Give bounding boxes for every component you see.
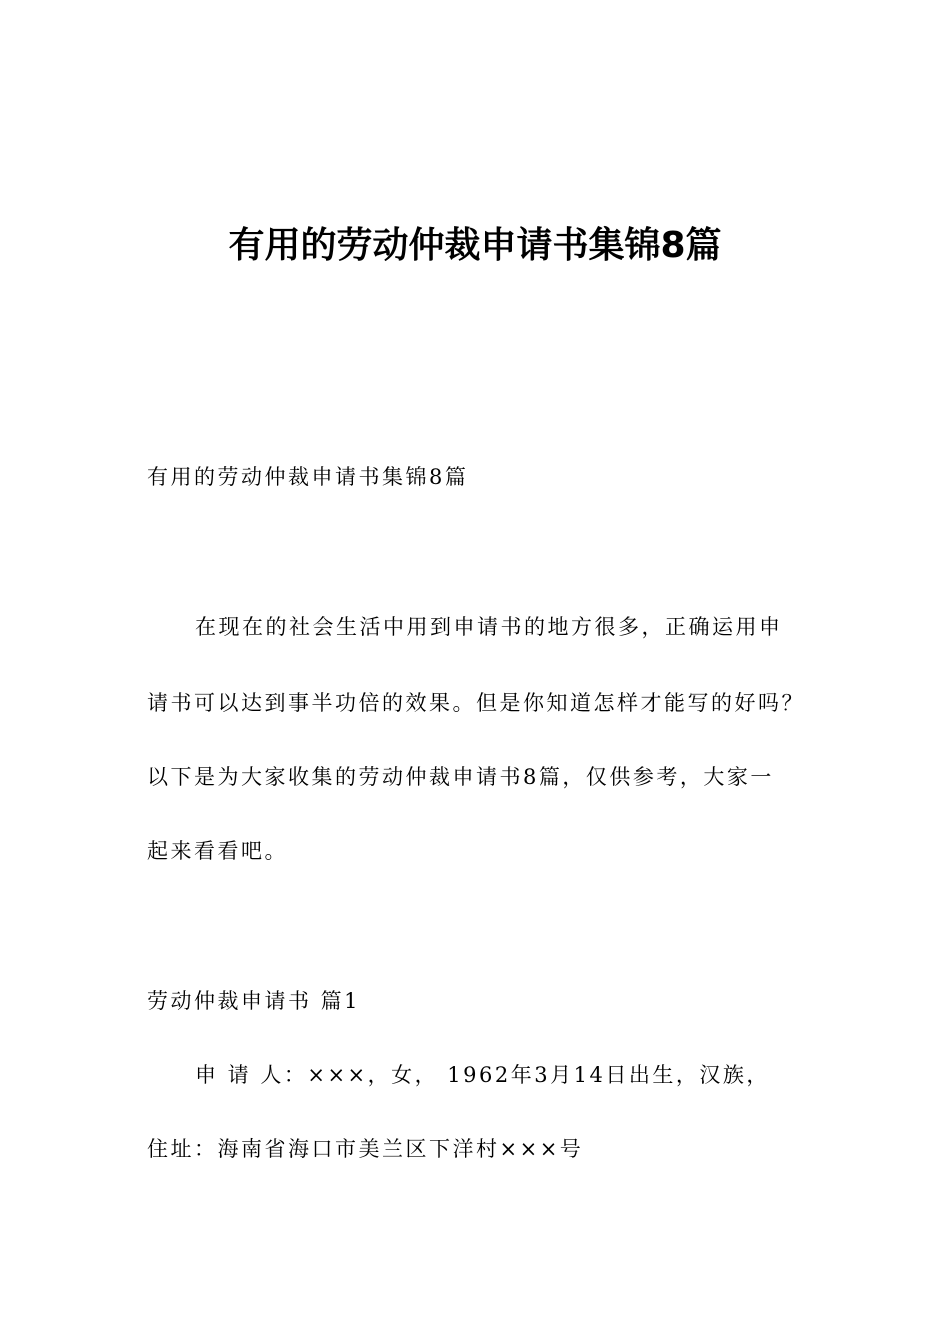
intro-line: 在现在的社会生活中用到申请书的地方很多，正确运用申 [195,615,783,639]
intro-line: 请书可以达到事半功倍的效果。但是你知道怎样才能写的好吗？ [147,691,805,715]
section-heading: 劳动仲裁申请书 篇1 [147,989,361,1013]
document-subtitle: 有用的劳动仲裁申请书集锦8篇 [147,465,469,489]
applicant-line: 住址：海南省海口市美兰区下洋村×××号 [147,1137,584,1161]
applicant-line: 申 请 人：×××，女， 1962年3月14日出生，汉族， [195,1063,770,1087]
intro-line: 起来看看吧。 [147,839,288,863]
intro-line: 以下是为大家收集的劳动仲裁申请书8篇，仅供参考，大家一 [147,765,774,789]
document-title: 有用的劳动仲裁申请书集锦8篇 [228,225,722,266]
